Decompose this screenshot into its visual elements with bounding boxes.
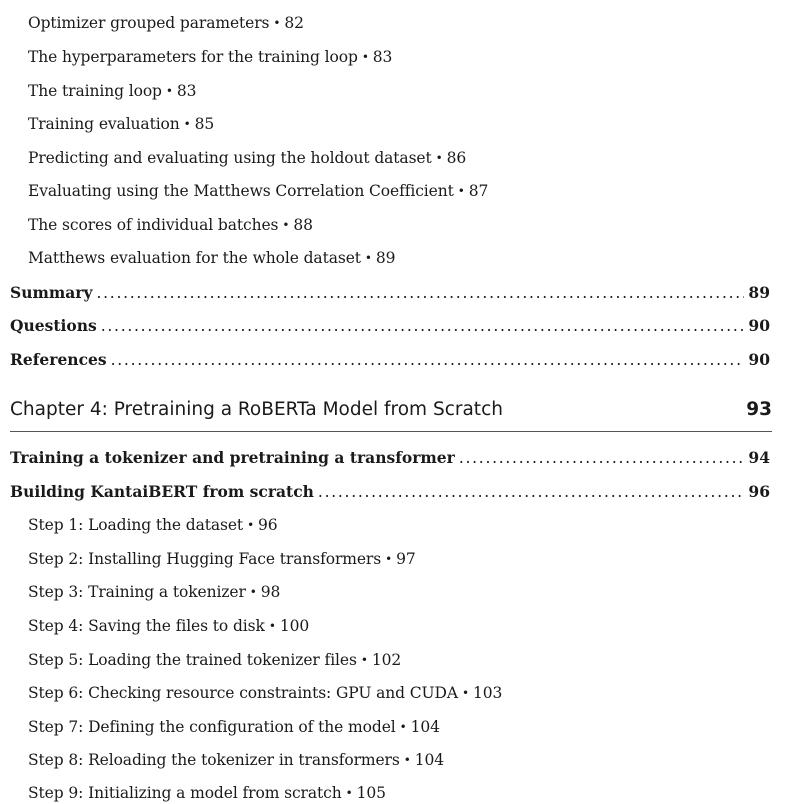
entry-page: 104 <box>410 718 440 736</box>
entry-title: Building KantaiBERT from scratch <box>10 482 314 501</box>
entry-page: 86 <box>446 149 467 167</box>
bullet-separator: • <box>364 251 372 265</box>
bullet-separator: • <box>268 619 276 633</box>
chapter-title: Chapter 4: Pretraining a RoBERTa Model from Scratch <box>10 399 503 420</box>
entry-title: Step 6: Checking resource constraints: GPU and CUDA <box>28 684 458 702</box>
dot-leader <box>459 448 745 468</box>
toc-subsection-entry[interactable] <box>28 750 444 771</box>
bullet-separator: • <box>435 151 443 165</box>
toc-section-entry[interactable] <box>10 350 770 370</box>
toc-subsection-entry[interactable] <box>28 783 386 804</box>
bullet-separator: • <box>399 720 407 734</box>
toc-subsection-entry[interactable] <box>28 215 313 236</box>
toc-section-entry[interactable] <box>10 283 770 303</box>
chapter-divider <box>10 431 772 432</box>
entry-title: Evaluating using the Matthews Correlation Coefficient <box>28 182 454 200</box>
entry-title: Step 8: Reloading the tokenizer in transformers <box>28 751 400 769</box>
dot-leader <box>101 316 745 336</box>
toc-subsection-entry[interactable] <box>28 47 392 68</box>
toc-subsection-entry[interactable] <box>28 717 440 738</box>
entry-page: 102 <box>371 651 402 669</box>
dot-leader <box>96 283 744 303</box>
bullet-separator: • <box>403 753 411 767</box>
entry-page: 104 <box>414 751 444 769</box>
entry-page: 105 <box>356 784 386 802</box>
bullet-separator: • <box>461 686 469 700</box>
toc-subsection-entry[interactable] <box>28 515 278 536</box>
entry-title: Questions <box>10 316 97 335</box>
entry-page: 98 <box>260 583 281 601</box>
toc-section-entry[interactable] <box>10 448 770 468</box>
entry-title: Training evaluation <box>28 115 180 133</box>
bullet-separator: • <box>360 653 368 667</box>
entry-title: Summary <box>10 283 93 302</box>
entry-page: 90 <box>748 350 770 369</box>
toc-subsection-entry[interactable] <box>28 650 401 671</box>
entry-page: 103 <box>472 684 503 702</box>
toc-subsection-entry[interactable] <box>28 582 280 603</box>
entry-page: 100 <box>279 617 310 635</box>
entry-title: Training a tokenizer and pretraining a transformer <box>10 448 455 467</box>
bullet-separator: • <box>282 218 290 232</box>
entry-title: Optimizer grouped parameters <box>28 14 270 32</box>
entry-title: The hyperparameters for the training loop <box>28 48 358 66</box>
entry-page: 90 <box>748 316 770 335</box>
entry-title: The training loop <box>28 82 162 100</box>
toc-subsection-entry[interactable] <box>28 616 309 637</box>
entry-page: 96 <box>748 482 770 501</box>
entry-title: Step 5: Loading the trained tokenizer files <box>28 651 357 669</box>
toc-section-entry[interactable] <box>10 316 770 336</box>
entry-title: The scores of individual batches <box>28 216 279 234</box>
entry-title: Step 3: Training a tokenizer <box>28 583 246 601</box>
entry-page: 88 <box>293 216 313 234</box>
toc-subsection-entry[interactable] <box>28 549 416 570</box>
dot-leader <box>111 350 745 370</box>
bullet-separator: • <box>457 184 465 198</box>
entry-title: Step 9: Initializing a model from scratch <box>28 784 342 802</box>
toc-subsection-entry[interactable] <box>28 248 395 269</box>
toc-section-entry[interactable] <box>10 482 770 502</box>
entry-page: 85 <box>194 115 215 133</box>
entry-page: 89 <box>375 249 396 267</box>
entry-title: Matthews evaluation for the whole dataset <box>28 249 361 267</box>
entry-page: 83 <box>176 82 197 100</box>
bullet-separator: • <box>249 585 257 599</box>
bullet-separator: • <box>273 16 281 30</box>
entry-page: 94 <box>748 448 770 467</box>
entry-page: 89 <box>748 283 770 302</box>
bullet-separator: • <box>247 518 255 532</box>
entry-title: Step 7: Defining the configuration of the model <box>28 718 396 736</box>
toc-subsection-entry[interactable] <box>28 148 466 169</box>
entry-page: 96 <box>258 516 278 534</box>
entry-title: Step 4: Saving the files to disk <box>28 617 265 635</box>
bullet-separator: • <box>385 552 393 566</box>
chapter-heading[interactable] <box>10 397 772 423</box>
toc-subsection-entry[interactable] <box>28 683 502 704</box>
toc-subsection-entry[interactable] <box>28 13 304 34</box>
entry-page: 82 <box>284 14 304 32</box>
toc-subsection-entry[interactable] <box>28 81 196 102</box>
entry-title: Predicting and evaluating using the holdout dataset <box>28 149 432 167</box>
bullet-separator: • <box>345 786 353 800</box>
dot-leader <box>318 482 745 502</box>
toc-subsection-entry[interactable] <box>28 181 488 202</box>
entry-page: 97 <box>396 550 416 568</box>
toc-subsection-entry[interactable] <box>28 114 214 135</box>
entry-title: References <box>10 350 107 369</box>
entry-page: 87 <box>468 182 489 200</box>
entry-page: 83 <box>372 48 393 66</box>
entry-title: Step 2: Installing Hugging Face transformers <box>28 550 382 568</box>
chapter-page: 93 <box>746 399 772 420</box>
bullet-separator: • <box>361 50 369 64</box>
bullet-separator: • <box>183 117 191 131</box>
bullet-separator: • <box>165 84 173 98</box>
entry-title: Step 1: Loading the dataset <box>28 516 244 534</box>
